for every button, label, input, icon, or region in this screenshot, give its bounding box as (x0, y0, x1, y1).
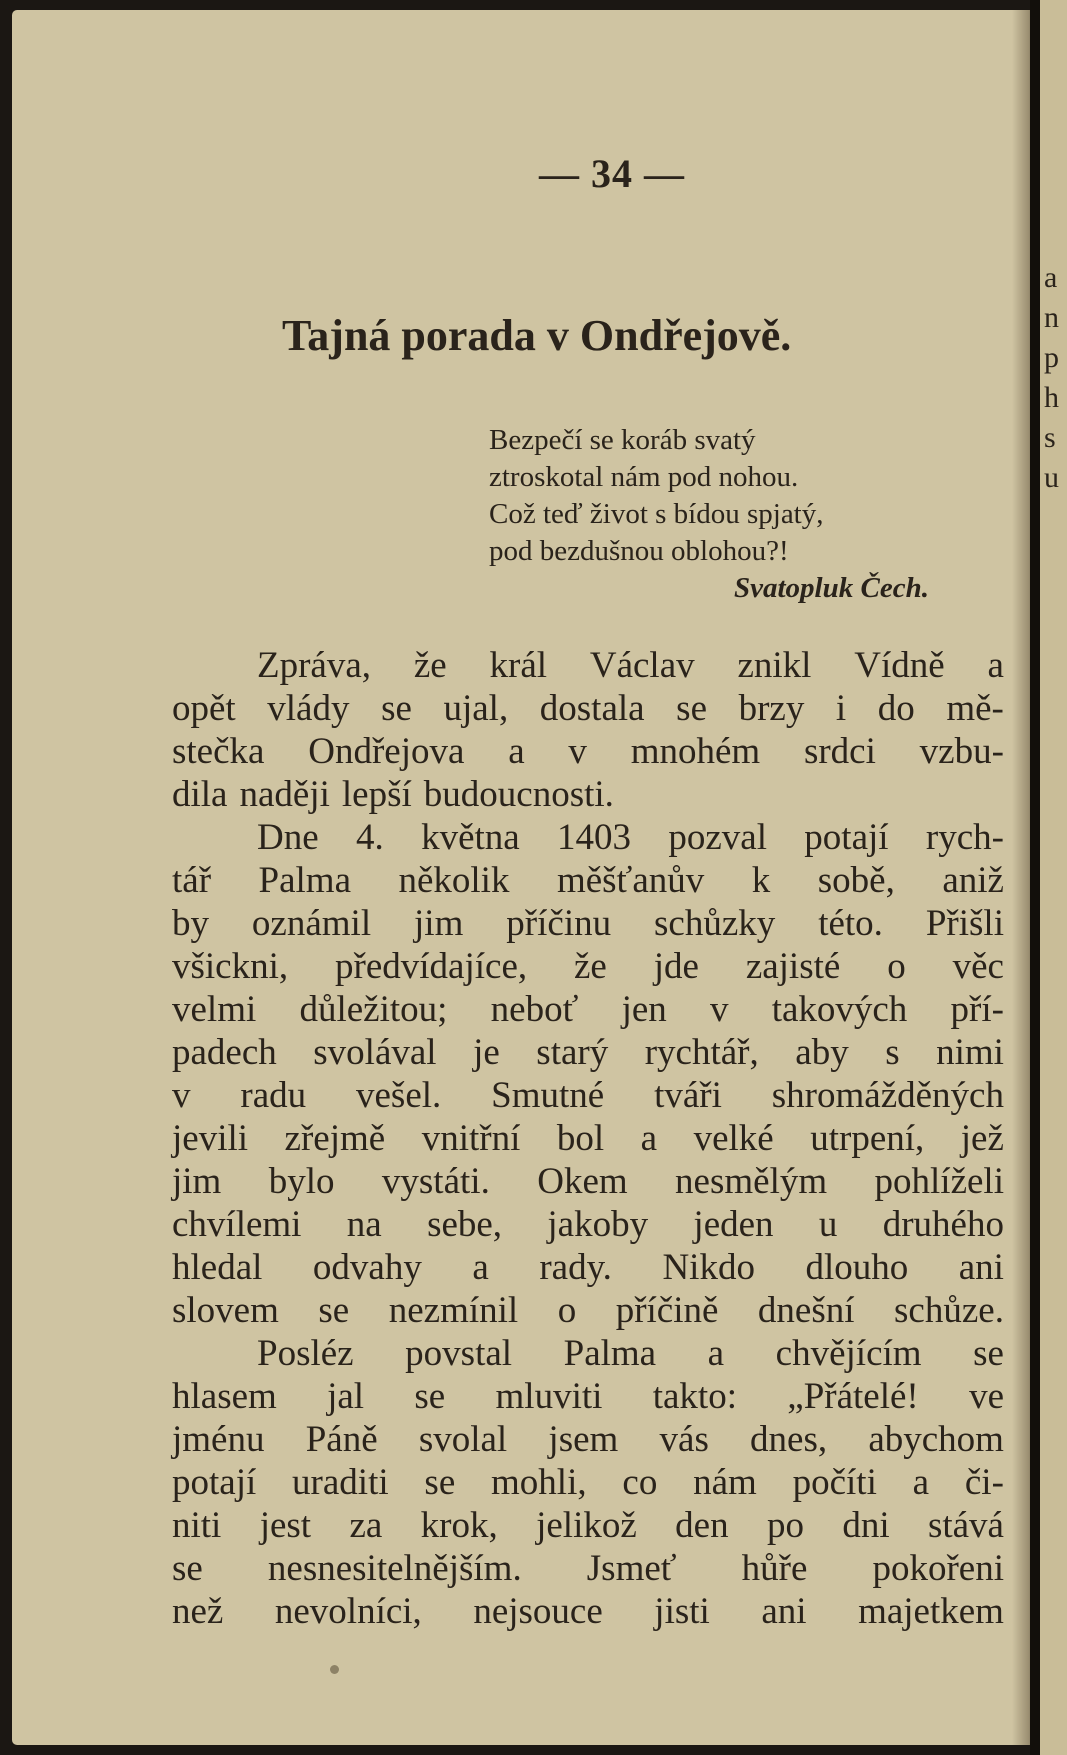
body-line: opět vlády se ujal, dostala se brzy i do mě- (172, 688, 1004, 729)
body-line: Zpráva, že král Václav znikl Vídně a (257, 645, 1004, 686)
chapter-title: Tajná porada v Ondřejově. (282, 311, 792, 360)
motto-block (489, 422, 1009, 607)
body-line: jim bylo vystáti. Okem nesmělým pohlíželi (172, 1161, 1004, 1202)
body-line: niti jest za krok, jelikož den po dni stává (172, 1505, 1004, 1546)
page-number: — 34 — (539, 151, 685, 196)
body-line: Posléz povstal Palma a chvějícím se (257, 1333, 1004, 1374)
body-line: padech svolával je starý rychtář, aby s nimi (172, 1032, 1004, 1073)
body-line: chvílemi na sebe, jakoby jeden u druhého (172, 1204, 1004, 1245)
body-line: hlasem jal se mluviti takto: „Přátelé! ve (172, 1376, 1004, 1417)
body-line: jevili zřejmě vnitřní bol a velké utrpení, jež (172, 1118, 1004, 1159)
paper-speck (330, 1665, 339, 1674)
motto-author: Svatopluk Čech. (734, 572, 929, 604)
body-line: než nevolníci, nejsouce jisti ani majetkem (172, 1591, 1004, 1632)
body-line: stečka Ondřejova a v mnohém srdci vzbu- (172, 731, 1004, 772)
body-line: tář Palma několik měšťanův k sobě, aniž (172, 860, 1004, 901)
body-line: slovem se nezmínil o příčině dnešní schůze. (172, 1290, 1004, 1331)
body-line: v radu vešel. Smutné tváři shromážděných (172, 1075, 1004, 1116)
body-line: všickni, předvídajíce, že jde zajisté o věc (172, 946, 1004, 987)
adjacent-page-text: a n p h s u (1044, 261, 1059, 494)
motto-line: Což teď život s bídou spjatý, (489, 498, 824, 530)
page-gap (1030, 0, 1040, 1755)
motto-line: ztroskotal nám pod nohou. (489, 461, 799, 493)
body-line: jménu Páně svolal jsem vás dnes, abychom (172, 1419, 1004, 1460)
motto-line: Bezpečí se koráb svatý (489, 424, 756, 456)
body-line: se nesnesitelnějším. Jsmeť hůře pokořeni (172, 1548, 1004, 1589)
body-line: potají uraditi se mohli, co nám počíti a či- (172, 1462, 1004, 1503)
body-text (172, 644, 1004, 1633)
body-line: Dne 4. května 1403 pozval potají rych- (257, 817, 1004, 858)
motto-line: pod bezdušnou oblohou?! (489, 535, 789, 567)
book-page (12, 10, 1042, 1745)
body-line: hledal odvahy a rady. Nikdo dlouho ani (172, 1247, 1004, 1288)
body-line: dila naději lepší budoucnosti. (172, 774, 614, 815)
body-line: by oznámil jim příčinu schůzky této. Přišli (172, 903, 1004, 944)
body-line: velmi důležitou; neboť jen v takových pří- (172, 989, 1004, 1030)
